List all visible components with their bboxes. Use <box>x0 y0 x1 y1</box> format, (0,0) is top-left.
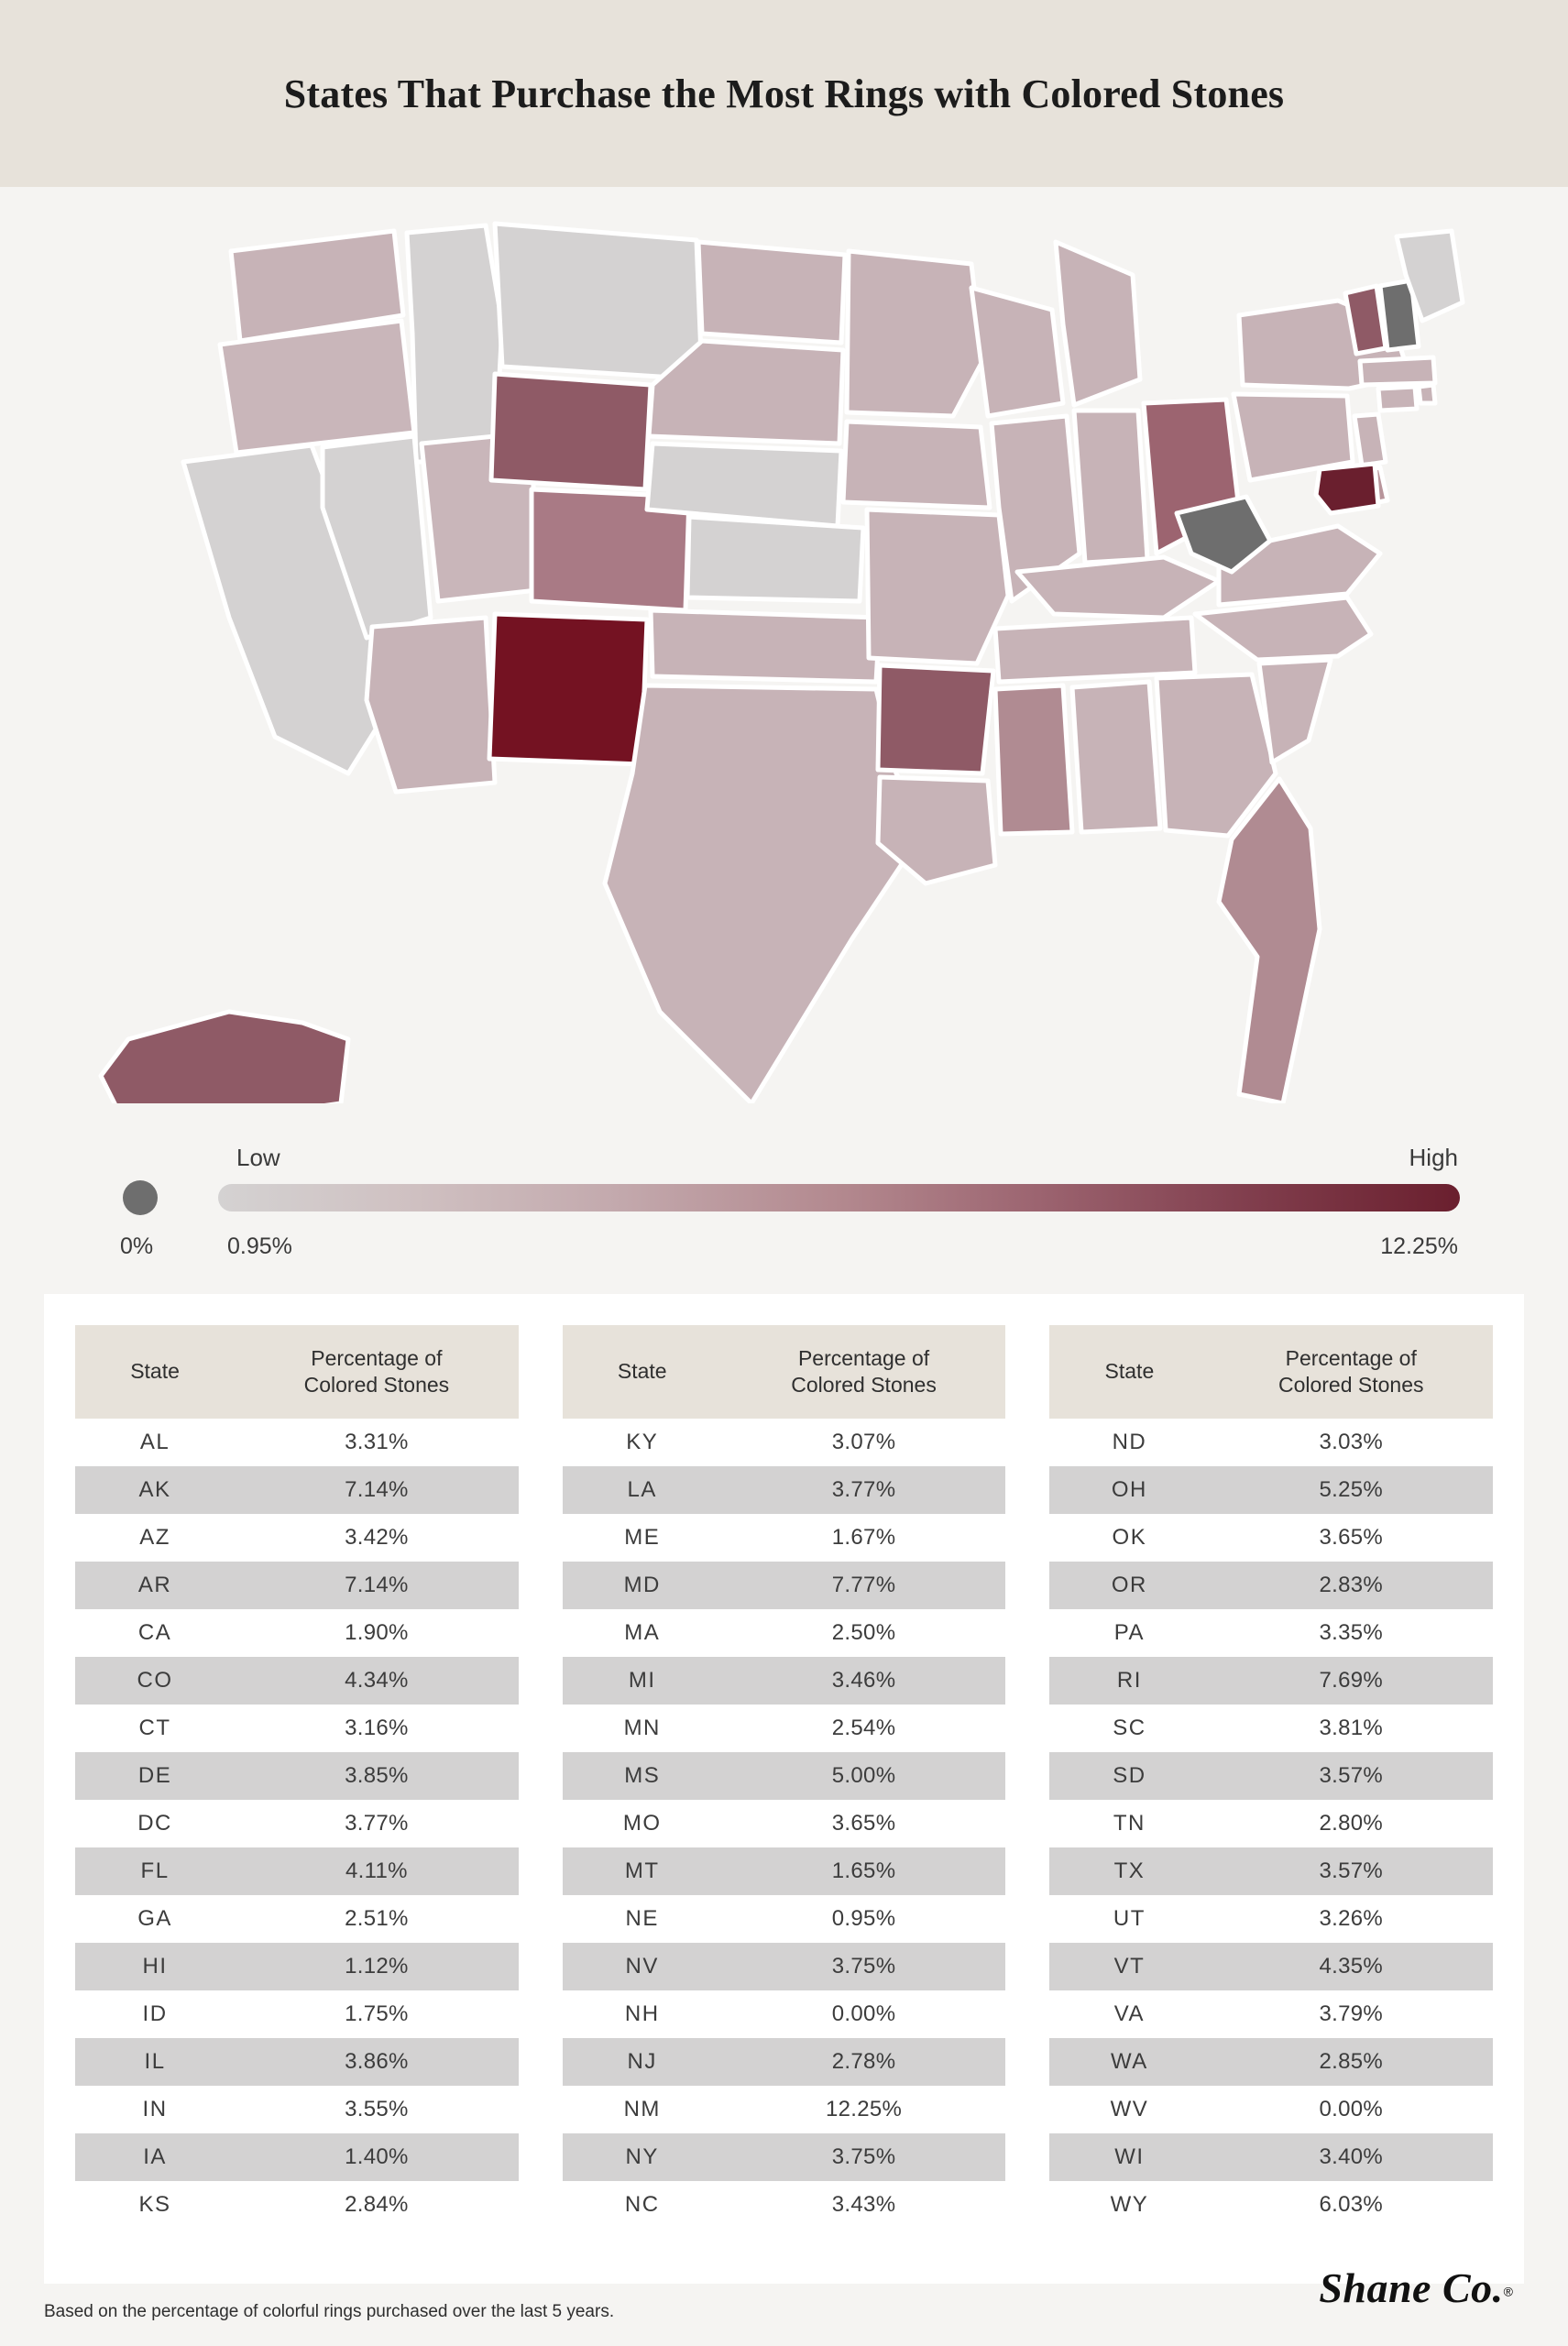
cell-state: WY <box>1110 2191 1149 2217</box>
cell-state: AL <box>139 1429 170 1454</box>
cell-percentage: 2.85% <box>1209 2038 1493 2086</box>
cell-percentage: 3.46% <box>722 1657 1006 1705</box>
state-az <box>367 618 495 792</box>
cell-percentage: 3.16% <box>345 1715 409 1740</box>
cell-state: GA <box>137 1905 172 1931</box>
table-row <box>75 2038 519 2086</box>
cell-percentage: 2.84% <box>345 2191 409 2217</box>
table-row <box>563 1466 1006 1514</box>
tables-row <box>44 1294 1524 2229</box>
cell-percentage: 2.80% <box>1319 1810 1384 1836</box>
cell-percentage: 3.57% <box>1209 1752 1493 1800</box>
cell-state: FL <box>75 1847 235 1895</box>
cell-state: TX <box>1049 1847 1209 1895</box>
state-ms <box>995 685 1072 834</box>
state-table-1 <box>75 1325 519 2229</box>
cell-state: KS <box>138 2191 171 2217</box>
cell-percentage: 5.00% <box>722 1752 1006 1800</box>
cell-state: NE <box>625 1905 659 1931</box>
state-nd <box>698 242 845 343</box>
cell-state: NC <box>624 2191 660 2217</box>
state-ma <box>1360 357 1435 385</box>
cell-state: IA <box>75 2133 235 2181</box>
column-header-state: State <box>1049 1325 1209 1419</box>
legend-gradient-bar <box>218 1184 1460 1211</box>
table-row <box>563 1562 1006 1609</box>
column-header-state: State <box>75 1325 235 1419</box>
column-header-percentage: Percentage of Colored Stones <box>722 1325 1006 1419</box>
cell-state: NY <box>563 2133 722 2181</box>
table-row <box>1049 1847 1493 1895</box>
table-row <box>563 2133 1006 2181</box>
cell-percentage: 2.83% <box>1209 1562 1493 1609</box>
state-mn <box>847 251 982 416</box>
cell-percentage: 3.42% <box>345 1524 409 1550</box>
table-row <box>563 2086 1006 2133</box>
cell-percentage: 3.57% <box>1209 1847 1493 1895</box>
state-ia <box>843 422 990 508</box>
cell-state: ND <box>1112 1429 1147 1454</box>
table-row <box>1049 1609 1493 1657</box>
table-body-1 <box>75 1419 519 2229</box>
cell-state: AR <box>75 1562 235 1609</box>
state-ar <box>878 665 993 773</box>
page-title: States That Purchase the Most Rings with Colored Stones <box>283 71 1285 116</box>
cell-state: UT <box>1113 1905 1146 1931</box>
cell-percentage: 3.75% <box>722 2133 1006 2181</box>
cell-percentage: 3.86% <box>235 2038 519 2086</box>
cell-percentage: 0.00% <box>831 2001 896 2026</box>
table-row <box>563 1990 1006 2038</box>
cell-percentage: 3.79% <box>1319 2001 1384 2026</box>
table-row <box>1049 2086 1493 2133</box>
us-map-svg <box>0 187 1568 1103</box>
state-tn <box>995 618 1195 682</box>
table-row <box>1049 1943 1493 1990</box>
cell-state: WV <box>1110 2096 1149 2121</box>
header-banner <box>0 0 1568 187</box>
table-row <box>1049 1705 1493 1752</box>
cell-percentage: 3.75% <box>722 1943 1006 1990</box>
cell-percentage: 3.03% <box>1319 1429 1384 1454</box>
table-row <box>1049 1990 1493 2038</box>
cell-percentage: 7.14% <box>235 1562 519 1609</box>
cell-percentage: 2.78% <box>722 2038 1006 2086</box>
footnote: Based on the percentage of colorful rings purchased over the last 5 years. <box>44 2302 615 2321</box>
table-row <box>75 1895 519 1943</box>
table-header-row <box>563 1325 1006 1419</box>
cell-percentage: 3.43% <box>831 2191 896 2217</box>
table-row <box>1049 1514 1493 1562</box>
state-mi <box>1056 242 1140 405</box>
cell-percentage: 2.54% <box>831 1715 896 1740</box>
cell-percentage: 1.75% <box>345 2001 409 2026</box>
cell-percentage: 1.65% <box>722 1847 1006 1895</box>
state-md <box>1316 464 1378 513</box>
cell-state: ME <box>624 1524 661 1550</box>
cell-state: VT <box>1049 1943 1209 1990</box>
table-column-1 <box>75 1325 519 2229</box>
table-row <box>75 1657 519 1705</box>
cell-percentage: 1.90% <box>345 1619 409 1645</box>
table-row <box>1049 2038 1493 2086</box>
table-body-3 <box>1049 1419 1493 2229</box>
table-row <box>1049 1895 1493 1943</box>
state-id <box>407 225 502 462</box>
cell-percentage: 3.65% <box>831 1810 896 1836</box>
state-table-3 <box>1049 1325 1493 2229</box>
table-row <box>563 1895 1006 1943</box>
table-row <box>563 1705 1006 1752</box>
cell-state: NV <box>563 1943 722 1990</box>
cell-percentage: 2.51% <box>345 1905 409 1931</box>
cell-state: LA <box>563 1466 722 1514</box>
legend-zero-value: 0% <box>120 1233 154 1259</box>
cell-state: KY <box>626 1429 659 1454</box>
cell-state: DC <box>137 1810 172 1836</box>
table-row <box>563 2181 1006 2229</box>
cell-state: MD <box>563 1562 722 1609</box>
cell-percentage: 6.03% <box>1319 2191 1384 2217</box>
cell-state: TN <box>1113 1810 1146 1836</box>
cell-state: CA <box>137 1619 172 1645</box>
cell-state: DE <box>75 1752 235 1800</box>
cell-state: IN <box>142 2096 168 2121</box>
cell-state: CO <box>75 1657 235 1705</box>
cell-percentage: 3.31% <box>345 1429 409 1454</box>
cell-percentage: 5.25% <box>1209 1466 1493 1514</box>
cell-state: RI <box>1049 1657 1209 1705</box>
cell-percentage: 1.67% <box>831 1524 896 1550</box>
cell-percentage: 1.12% <box>235 1943 519 1990</box>
table-row <box>563 1847 1006 1895</box>
state-ks <box>687 517 863 601</box>
cell-state: NH <box>624 2001 660 2026</box>
table-row <box>563 1943 1006 1990</box>
table-row <box>1049 1419 1493 1466</box>
cell-state: OK <box>1112 1524 1147 1550</box>
cell-state: CT <box>138 1715 171 1740</box>
legend-high-label: High <box>1409 1144 1458 1171</box>
table-row <box>75 1990 519 2038</box>
table-row <box>563 1419 1006 1466</box>
table-row <box>75 1609 519 1657</box>
table-row <box>75 1705 519 1752</box>
cell-state: MN <box>623 1715 661 1740</box>
table-row <box>75 1800 519 1847</box>
cell-percentage: 3.35% <box>1319 1619 1384 1645</box>
table-row <box>75 1847 519 1895</box>
state-in <box>1074 411 1147 563</box>
state-or <box>220 321 414 453</box>
table-row <box>563 1609 1006 1657</box>
column-header-percentage: Percentage of Colored Stones <box>235 1325 519 1419</box>
cell-state: MO <box>622 1810 662 1836</box>
table-row <box>563 1657 1006 1705</box>
table-column-3 <box>1049 1325 1493 2229</box>
state-nm <box>489 614 647 764</box>
cell-state: SC <box>1113 1715 1146 1740</box>
table-header-row <box>75 1325 519 1419</box>
state-table-2 <box>563 1325 1006 2229</box>
table-row <box>1049 2133 1493 2181</box>
data-table-panel <box>44 1294 1524 2284</box>
state-wi <box>971 288 1063 416</box>
table-row <box>75 1514 519 1562</box>
cell-percentage: 3.40% <box>1209 2133 1493 2181</box>
cell-state: OH <box>1049 1466 1209 1514</box>
table-row <box>1049 1752 1493 1800</box>
legend-zero-swatch <box>123 1180 158 1215</box>
cell-percentage: 7.77% <box>722 1562 1006 1609</box>
brand-logo <box>1319 2264 1513 2312</box>
cell-state: SD <box>1049 1752 1209 1800</box>
table-row <box>1049 1657 1493 1705</box>
column-header-percentage: Percentage of Colored Stones <box>1209 1325 1493 1419</box>
state-mt <box>495 224 702 379</box>
cell-percentage: 12.25% <box>825 2096 903 2121</box>
state-ak <box>101 1012 348 1103</box>
state-al <box>1072 682 1160 832</box>
brand-name: Shane Co. <box>1319 2264 1504 2311</box>
cell-percentage: 3.55% <box>345 2096 409 2121</box>
cell-percentage: 7.14% <box>235 1466 519 1514</box>
cell-state: MI <box>563 1657 722 1705</box>
cell-percentage: 0.00% <box>1319 2096 1384 2121</box>
cell-state: OR <box>1049 1562 1209 1609</box>
table-row <box>75 2086 519 2133</box>
state-wy <box>491 374 651 489</box>
cell-state: MT <box>563 1847 722 1895</box>
legend-low-label: Low <box>236 1144 280 1171</box>
table-row <box>1049 1466 1493 1514</box>
table-row <box>1049 2181 1493 2229</box>
cell-state: AK <box>75 1466 235 1514</box>
cell-state: MA <box>624 1619 661 1645</box>
table-row <box>563 2038 1006 2086</box>
cell-percentage: 3.26% <box>1319 1905 1384 1931</box>
legend-min-value: 0.95% <box>227 1233 292 1259</box>
state-ne <box>647 444 841 526</box>
cell-state: MS <box>563 1752 722 1800</box>
cell-state: AZ <box>139 1524 170 1550</box>
cell-percentage: 4.35% <box>1209 1943 1493 1990</box>
table-row <box>563 1752 1006 1800</box>
cell-state: NJ <box>563 2038 722 2086</box>
brand-registered-mark: ® <box>1503 2284 1513 2299</box>
state-ct <box>1378 387 1417 411</box>
cell-percentage: 3.81% <box>1319 1715 1384 1740</box>
table-body-2 <box>563 1419 1006 2229</box>
legend-max-value: 12.25% <box>1380 1233 1458 1259</box>
cell-percentage: 3.07% <box>831 1429 896 1454</box>
cell-state: WA <box>1049 2038 1209 2086</box>
cell-state: NM <box>623 2096 661 2121</box>
state-ok <box>651 610 880 682</box>
state-mo <box>867 510 1008 663</box>
cell-percentage: 3.77% <box>345 1810 409 1836</box>
cell-state: ID <box>142 2001 168 2026</box>
table-row <box>75 2181 519 2229</box>
state-nj <box>1354 414 1386 466</box>
table-row <box>75 1466 519 1514</box>
cell-state: VA <box>1113 2001 1146 2026</box>
cell-percentage: 4.34% <box>235 1657 519 1705</box>
column-header-state: State <box>563 1325 722 1419</box>
state-sc <box>1259 660 1331 762</box>
table-row <box>1049 1800 1493 1847</box>
cell-state: HI <box>75 1943 235 1990</box>
table-column-2 <box>563 1325 1006 2229</box>
cell-state: IL <box>75 2038 235 2086</box>
cell-percentage: 7.69% <box>1209 1657 1493 1705</box>
cell-percentage: 3.77% <box>722 1466 1006 1514</box>
table-row <box>75 1419 519 1466</box>
table-row <box>563 1514 1006 1562</box>
table-row <box>75 1752 519 1800</box>
table-row <box>1049 1562 1493 1609</box>
choropleth-map <box>0 187 1568 1103</box>
cell-percentage: 0.95% <box>831 1905 896 1931</box>
cell-percentage: 3.65% <box>1319 1524 1384 1550</box>
state-ri <box>1419 385 1435 403</box>
table-row <box>563 1800 1006 1847</box>
cell-state: PA <box>1113 1619 1146 1645</box>
cell-state: WI <box>1049 2133 1209 2181</box>
table-header-row <box>1049 1325 1493 1419</box>
cell-percentage: 4.11% <box>235 1847 519 1895</box>
cell-percentage: 2.50% <box>831 1619 896 1645</box>
cell-percentage: 1.40% <box>235 2133 519 2181</box>
table-row <box>75 1562 519 1609</box>
table-row <box>75 2133 519 2181</box>
cell-percentage: 3.85% <box>235 1752 519 1800</box>
table-row <box>75 1943 519 1990</box>
